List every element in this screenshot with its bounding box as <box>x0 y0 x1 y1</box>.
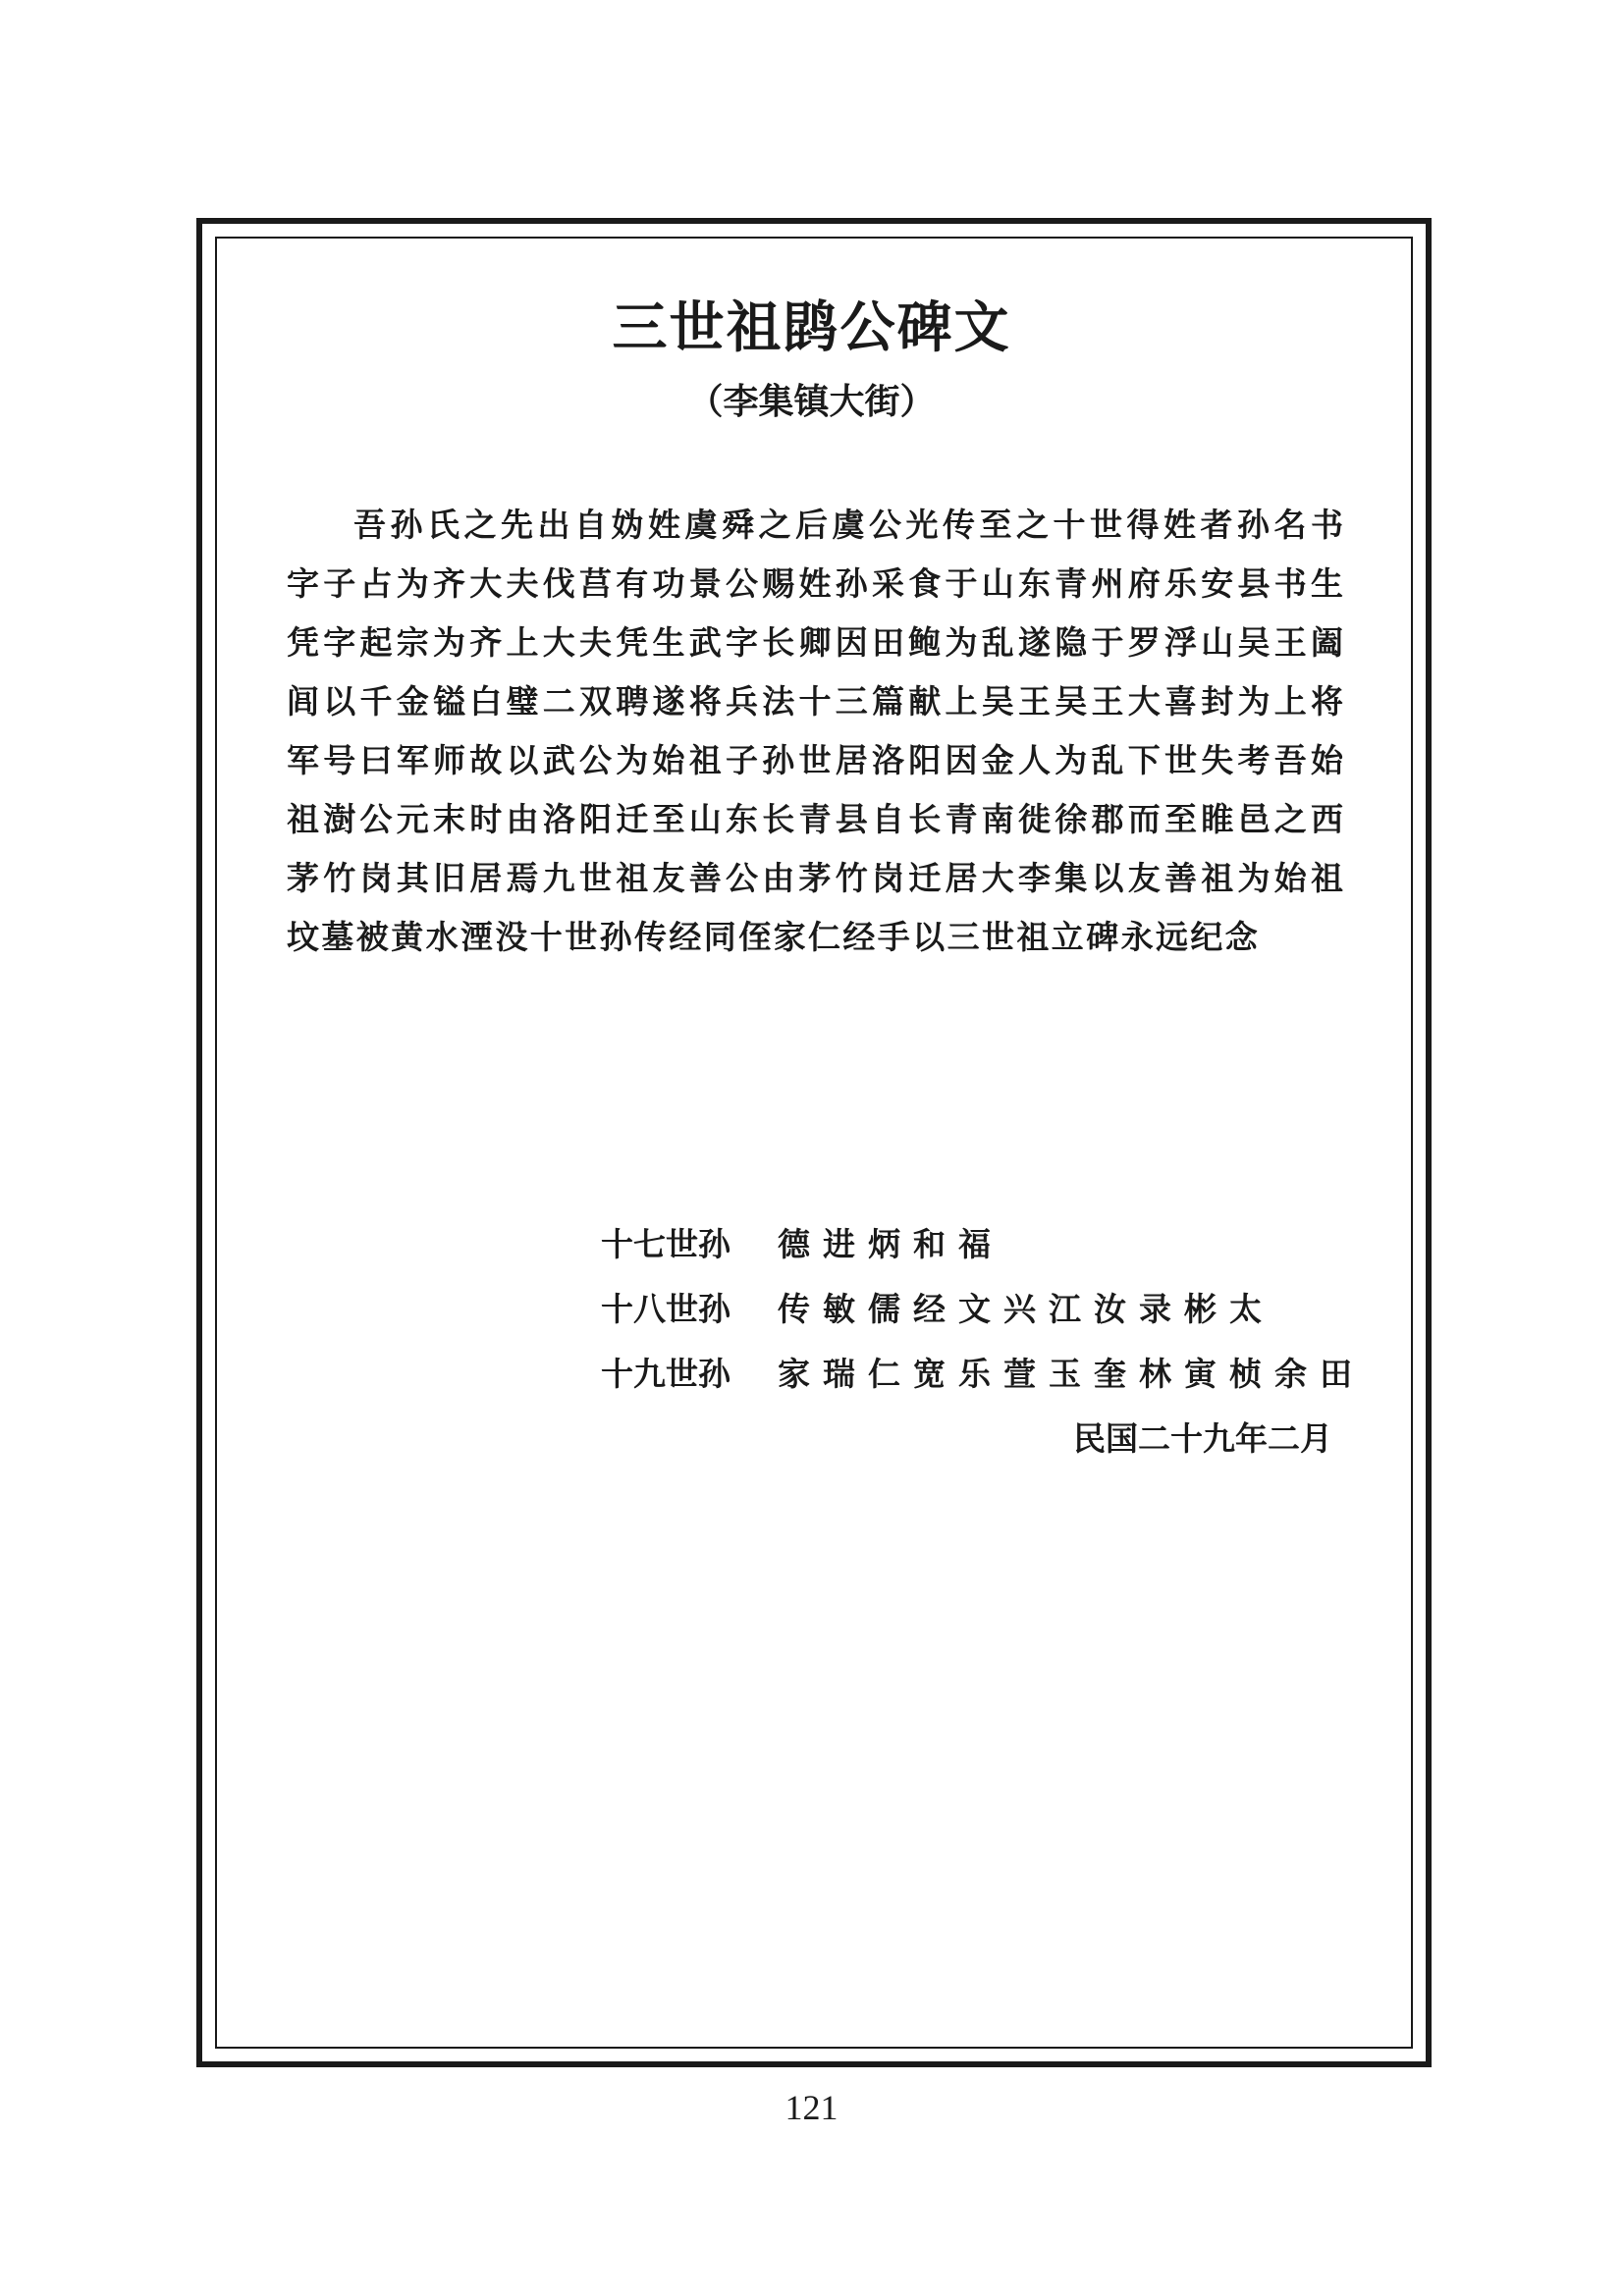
inscription-line: 闾以千金镒白璧二双聘遂将兵法十三篇献上吴王吴王大喜封为上将 <box>287 682 1343 721</box>
inscription-line: 祖澍公元末时由洛阳迁至山东长青县自长青南徙徐郡而至睢邑之西 <box>287 800 1343 838</box>
inscription-line: 茅竹岗其旧居焉九世祖友善公由茅竹岗迁居大李集以友善祖为始祖 <box>287 859 1343 897</box>
inscription-line: 坟墓被黄水湮没十世孙传经同侄家仁经手以三世祖立碑永远纪念 <box>287 918 1261 956</box>
generation-label: 十九世孙 <box>601 1355 730 1393</box>
generation-row <box>601 1342 1365 1407</box>
generation-row <box>601 1277 1347 1342</box>
page-number: 121 <box>784 2088 839 2127</box>
inscription-date: 民国二十九年二月 <box>1073 1419 1332 1458</box>
inscription-line: 字子占为齐大夫伐莒有功景公赐姓孙采食于山东青州府乐安县书生 <box>287 564 1343 603</box>
generation-label: 十八世孙 <box>601 1290 730 1328</box>
inscription-body <box>287 496 1343 967</box>
inscription-line: 吾孙氏之先出自妫姓虞舜之后虞公光传至之十世得姓者孙名书 <box>353 506 1343 544</box>
generation-label: 十七世孙 <box>601 1225 730 1263</box>
inscription-line: 军号曰军师故以武公为始祖子孙世居洛阳因金人为乱下世失考吾始 <box>287 741 1343 779</box>
generation-names: 德进炳和福 <box>778 1225 1003 1263</box>
page-subtitle: （李集镇大街） <box>687 382 936 422</box>
generation-row <box>601 1212 1347 1277</box>
page-title: 三世祖鹍公碑文 <box>612 296 1011 360</box>
generation-names: 家瑞仁宽乐萱玉奎林寅桢余田 <box>778 1355 1365 1393</box>
generation-names: 传敏儒经文兴江汝录彬太 <box>778 1290 1274 1328</box>
generation-list <box>601 1212 1365 1407</box>
inscription-line: 凭字起宗为齐上大夫凭生武字长卿因田鲍为乱遂隐于罗浮山吴王阖 <box>287 623 1343 662</box>
